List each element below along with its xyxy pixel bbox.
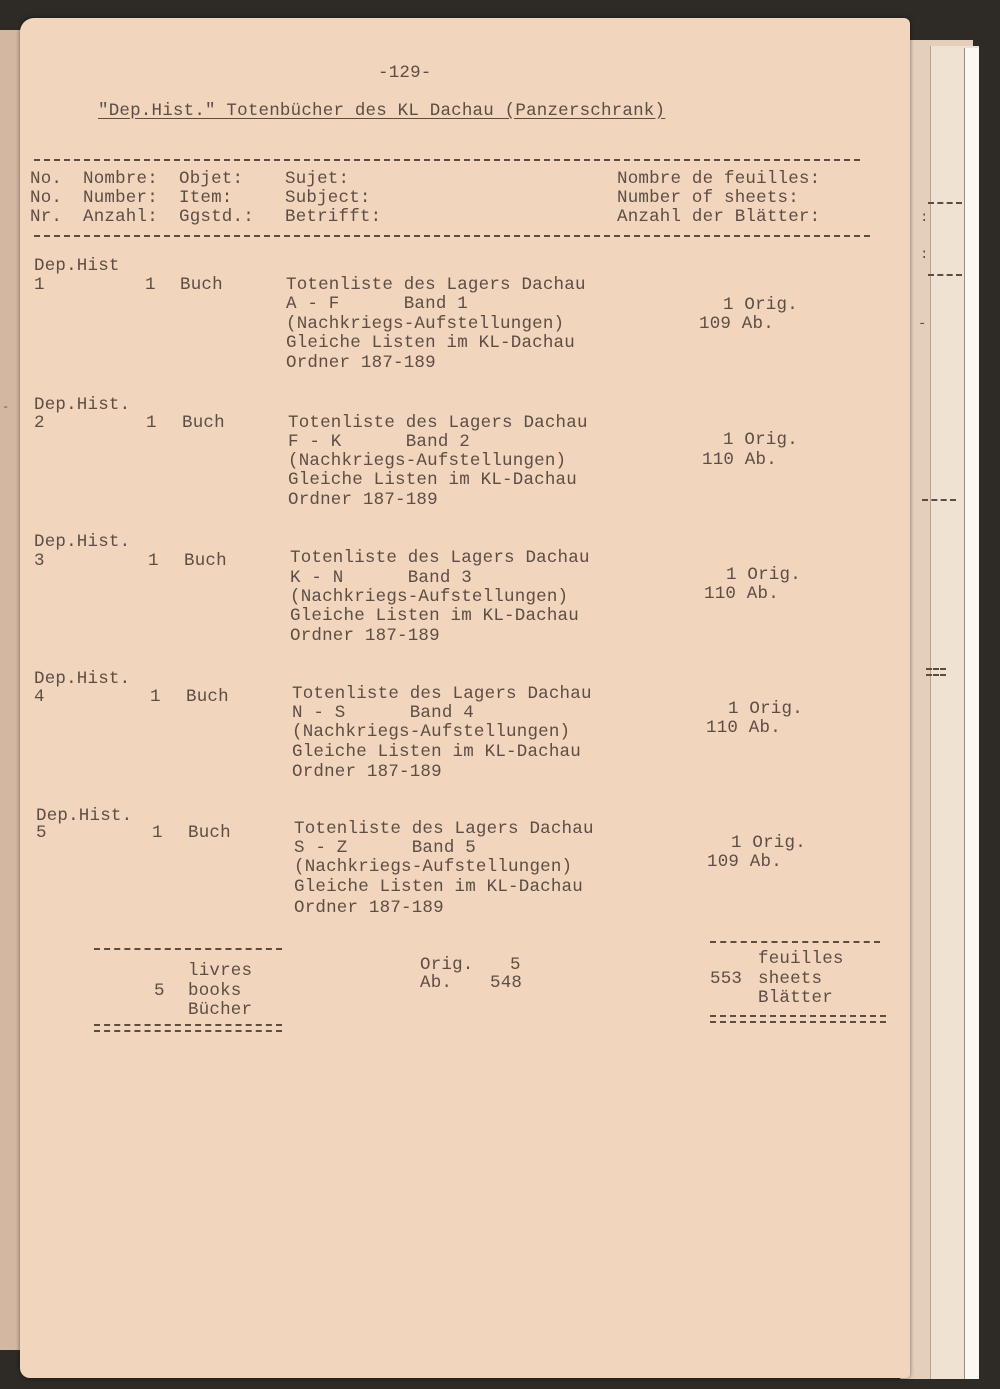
entry-count: 1 — [145, 275, 156, 295]
totals-books-rule — [94, 948, 282, 950]
entry-sheets-ab: 110 Ab. — [704, 584, 779, 604]
header-object: Item: — [179, 188, 233, 208]
entry-ref: Dep.Hist. — [36, 806, 133, 826]
entry-subject-line: Gleiche Listen im KL-Dachau — [290, 606, 579, 626]
entry-subject-line: Ordner 187-189 — [286, 353, 436, 373]
entry-subject-line: (Nachkriegs-Aufstellungen) — [288, 451, 567, 471]
entry-sheets-orig: 1 Orig. — [726, 565, 801, 585]
header-no: Nr. — [30, 207, 63, 227]
header-top-rule — [34, 159, 860, 161]
entry-count: 1 — [148, 551, 159, 571]
entry-subject-line: Gleiche Listen im KL-Dachau — [288, 470, 577, 490]
entry-sheets-orig: 1 Orig. — [723, 430, 798, 450]
entry-subject-line: (Nachkriegs-Aufstellungen) — [290, 587, 569, 607]
entry-subject-line: Totenliste des Lagers Dachau — [288, 413, 588, 433]
entry-count: 1 — [146, 413, 157, 433]
entry-subject-line: Ordner 187-189 — [294, 898, 444, 918]
entry-ref: Dep.Hist. — [34, 395, 131, 415]
edge-double-dash — [926, 668, 946, 676]
header-sheets: Anzahl der Blätter: — [617, 207, 821, 227]
entry-object: Buch — [188, 823, 231, 843]
entry-no: 4 — [34, 687, 45, 707]
entry-subject-line: F - K Band 2 — [288, 432, 470, 452]
totals-orig-label: Orig. — [420, 955, 474, 975]
totals-orig-value: 5 — [510, 955, 521, 975]
entry-object: Buch — [186, 687, 229, 707]
entry-subject-line: Gleiche Listen im KL-Dachau — [286, 333, 575, 353]
totals-sheets-double-rule — [710, 1015, 886, 1023]
entry-subject-line: S - Z Band 5 — [294, 838, 476, 858]
page-number: -129- — [378, 63, 432, 83]
page-stack-edge — [964, 48, 979, 1379]
entry-subject-line: (Nachkriegs-Aufstellungen) — [292, 722, 571, 742]
edge-dash — [928, 274, 962, 276]
totals-sheets-label: sheets — [758, 969, 823, 989]
entry-no: 1 — [34, 275, 45, 295]
entry-subject-line: Totenliste des Lagers Dachau — [290, 548, 590, 568]
header-subject: Sujet: — [285, 169, 350, 189]
entry-subject-line: Ordner 187-189 — [292, 762, 442, 782]
header-object: Objet: — [179, 169, 244, 189]
entry-ref: Dep.Hist. — [34, 669, 131, 689]
entry-ref: Dep.Hist — [34, 256, 120, 276]
entry-subject-line: Totenliste des Lagers Dachau — [286, 275, 586, 295]
entry-subject-line: Gleiche Listen im KL-Dachau — [294, 877, 583, 897]
entry-subject-line: (Nachkriegs-Aufstellungen) — [294, 857, 573, 877]
header-subject: Subject: — [285, 188, 371, 208]
entry-subject-line: K - N Band 3 — [290, 568, 472, 588]
document-title: "Dep.Hist." Totenbücher des KL Dachau (Panzerschrank) — [98, 101, 666, 121]
entry-subject-line: A - F Band 1 — [286, 294, 468, 314]
entry-count: 1 — [150, 687, 161, 707]
header-bottom-rule — [34, 235, 870, 237]
header-sheets: Nombre de feuilles: — [617, 169, 821, 189]
entry-object: Buch — [182, 413, 225, 433]
entry-no: 3 — [34, 551, 45, 571]
totals-books-count: 5 — [154, 981, 165, 1001]
entry-subject-line: Gleiche Listen im KL-Dachau — [292, 742, 581, 762]
header-object: Ggstd.: — [179, 207, 254, 227]
totals-sheets-label: feuilles — [758, 949, 844, 969]
entry-subject-line: Totenliste des Lagers Dachau — [294, 819, 594, 839]
entry-subject-line: N - S Band 4 — [292, 703, 474, 723]
totals-books-label: books — [188, 981, 242, 1001]
header-count: Number: — [83, 188, 158, 208]
entry-count: 1 — [152, 823, 163, 843]
entry-sheets-orig: 1 Orig. — [723, 295, 798, 315]
header-subject: Betrifft: — [285, 207, 382, 227]
header-no: No. — [30, 188, 63, 208]
header-count: Anzahl: — [83, 207, 158, 227]
totals-sheets-count: 553 — [710, 969, 743, 989]
entry-ref: Dep.Hist. — [34, 532, 131, 552]
entry-sheets-ab: 109 Ab. — [699, 314, 774, 334]
entry-subject-line: Totenliste des Lagers Dachau — [292, 684, 592, 704]
edge-mark: - — [918, 316, 927, 332]
entry-sheets-orig: 1 Orig. — [728, 699, 803, 719]
header-count: Nombre: — [83, 169, 158, 189]
entry-sheets-ab: 110 Ab. — [706, 718, 781, 738]
entry-sheets-orig: 1 Orig. — [731, 833, 806, 853]
header-sheets: Number of sheets: — [617, 188, 799, 208]
entry-subject-line: Ordner 187-189 — [290, 626, 440, 646]
entry-sheets-ab: 110 Ab. — [702, 450, 777, 470]
entry-subject-line: Ordner 187-189 — [288, 490, 438, 510]
edge-dash — [922, 499, 956, 501]
totals-books-label: Bücher — [188, 1000, 253, 1020]
totals-sheets-rule — [710, 941, 880, 943]
entry-subject-line: (Nachkriegs-Aufstellungen) — [286, 314, 565, 334]
edge-mark: : — [920, 247, 929, 263]
totals-books-double-rule — [94, 1024, 282, 1032]
left-page-mark: - — [2, 400, 10, 414]
totals-sheets-label: Blätter — [758, 988, 833, 1008]
totals-ab-value: 548 — [490, 973, 523, 993]
totals-ab-label: Ab. — [420, 973, 453, 993]
entry-object: Buch — [184, 551, 227, 571]
edge-dash — [928, 202, 962, 204]
edge-mark: : — [920, 210, 929, 226]
document-page — [20, 18, 910, 1378]
entry-no: 5 — [36, 823, 47, 843]
totals-books-label: livres — [188, 961, 253, 981]
entry-sheets-ab: 109 Ab. — [707, 852, 782, 872]
entry-object: Buch — [180, 275, 223, 295]
entry-no: 2 — [34, 413, 45, 433]
header-no: No. — [30, 169, 63, 189]
